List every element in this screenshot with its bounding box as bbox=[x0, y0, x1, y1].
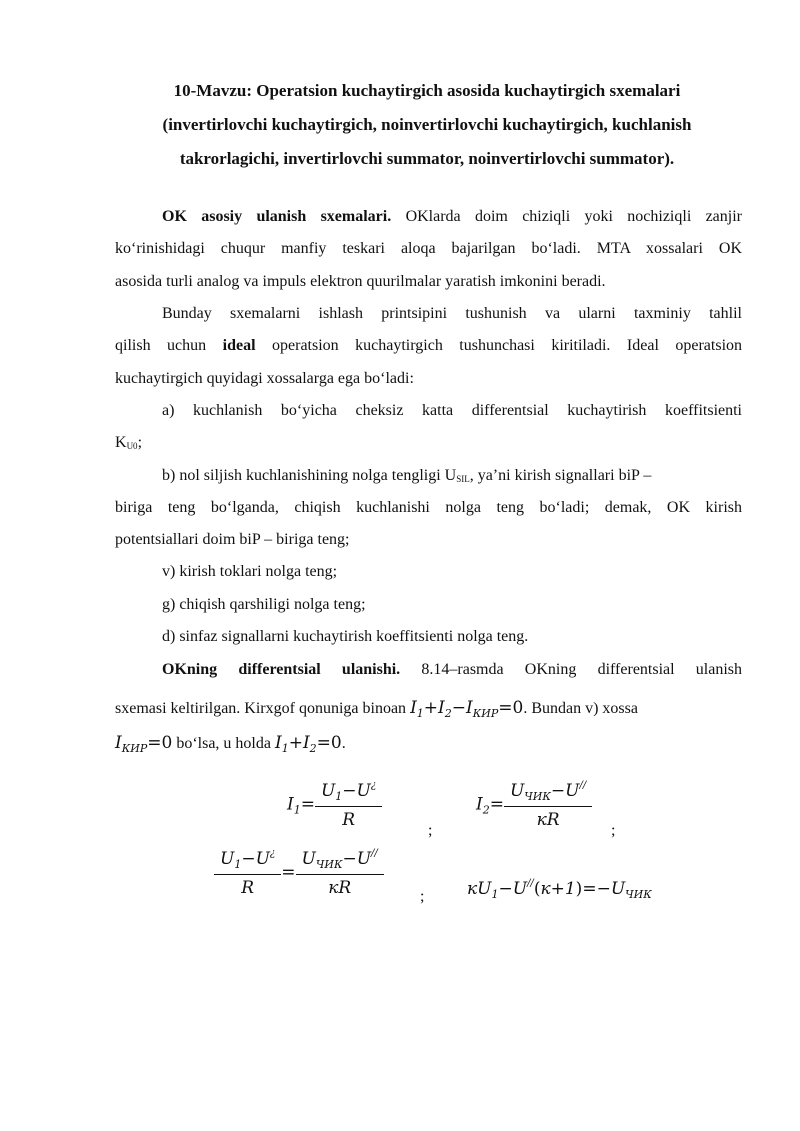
section-heading: OKning differentsial ulanishi. bbox=[162, 661, 401, 678]
text-run: bo‘lsa, u holda bbox=[176, 735, 271, 752]
equation-result: $кU_1-U^{//}(к+1)=-U_{ЧИК}$ bbox=[467, 878, 652, 901]
text-run: sxemasi keltirilgan. Kirxgof qonuniga binoan bbox=[115, 700, 407, 717]
list-item-a-cont bbox=[115, 427, 742, 459]
paragraph-line: asosida turli analog va impuls elektron quurilmalar yaratish imkonini beradi. bbox=[115, 272, 606, 290]
text-run: OKlarda doim chiziqli yoki nochiziqli zanjir bbox=[405, 208, 743, 225]
paragraph-line: kuchaytirgich quyidagi xossalarga ega bo‘ladi: bbox=[115, 369, 414, 387]
title-line-3: takrorlagichi, invertirlovchi summator, noinvertirlovchi summator). bbox=[179, 149, 675, 168]
paragraph-line bbox=[115, 330, 742, 362]
equation-equality: $\frac{U_1-U^¿}{R}$ = $\frac{U_{ЧИК}-U^{//}}{кR}$ bbox=[214, 848, 384, 898]
equation-i1: $I_1=$ $\frac{U_1-U^¿}{R}$ bbox=[287, 780, 382, 830]
paragraph-line: Bunday sxemalarni ishlash printsipini tushunish va ularni taxminiy tahlil bbox=[162, 305, 742, 322]
fraction: $\frac{U_1-U^¿}{R}$ bbox=[214, 848, 281, 898]
paragraph-line: ko‘rinishidagi chuqur manfiy teskari aloqa bajarilgan bo‘ladi. MTA xossalari OK bbox=[115, 240, 742, 258]
paragraph-line bbox=[115, 692, 742, 724]
paragraph-differential bbox=[115, 654, 742, 686]
current-sum-equation: $I_1+I_2=0$ bbox=[274, 733, 342, 755]
text-run: 8.14–rasmda OKning differentsial ulanish bbox=[421, 661, 743, 678]
section-heading: OK asosiy ulanish sxemalari. bbox=[162, 208, 392, 225]
paragraph-ideal-opamp bbox=[115, 298, 742, 395]
list-item-b-cont: potentsiallari doim biP – biriga teng; bbox=[115, 531, 350, 549]
input-current-equation: $I_{КИР}=0$ bbox=[115, 733, 173, 755]
list-item-g: g) chiqish qarshiligi nolga teng; bbox=[162, 595, 366, 613]
kirchhoff-equation: $I_1+I_2-I_{КИР}=0$ bbox=[410, 698, 524, 720]
emphasis-ideal: ideal bbox=[222, 337, 256, 355]
subscript: SIL bbox=[456, 473, 470, 484]
text-run: , ya’ni kirish signallari biP – bbox=[469, 466, 652, 484]
subscript: U0 bbox=[126, 441, 138, 452]
paragraph-line-kirchhoff bbox=[115, 692, 742, 726]
semicolon: ; bbox=[420, 888, 425, 905]
equation-i2: $I_2=$ $\frac{U_{ЧИК}-U^{//}}{кR}$ bbox=[476, 780, 592, 830]
paragraph-line bbox=[115, 201, 742, 233]
paragraph-basic-schemes bbox=[115, 201, 742, 298]
properties-list bbox=[115, 395, 742, 653]
fraction: $\frac{U_1-U^¿}{R}$ bbox=[315, 780, 382, 830]
text-run: K bbox=[115, 434, 127, 452]
page-title bbox=[112, 74, 742, 176]
title-line-2: (invertirlovchi kuchaytirgich, noinvertirlovchi kuchaytirgich, kuchlanish bbox=[162, 115, 692, 134]
text-run: ; bbox=[137, 434, 143, 452]
list-item-a: a) kuchlanish bo‘yicha cheksiz katta differentsial kuchaytirish koeffitsienti bbox=[162, 402, 742, 419]
fraction: $\frac{U_{ЧИК}-U^{//}}{кR}$ bbox=[296, 848, 384, 898]
text-run: . bbox=[341, 735, 346, 752]
list-item-d: d) sinfaz signallarni kuchaytirish koeffitsienti nolga teng. bbox=[162, 628, 529, 646]
paragraph-line bbox=[115, 654, 742, 686]
text-run: . Bundan v) xossa bbox=[523, 700, 638, 717]
text-run: b) nol siljish kuchlanishining nolga tengligi U bbox=[162, 466, 457, 484]
text-run: qilish uchun bbox=[115, 337, 207, 355]
paragraph-line-condition bbox=[115, 727, 742, 761]
text-run: operatsion kuchaytirgich tushunchasi kiritiladi. Ideal operatsion bbox=[272, 337, 743, 355]
list-item-b bbox=[115, 460, 742, 492]
paragraph-line bbox=[115, 727, 742, 759]
semicolon: ; bbox=[428, 822, 433, 839]
title-line-1: 10-Mavzu: Operatsion kuchaytirgich asosida kuchaytirgich sxemalari bbox=[173, 81, 681, 100]
list-item-v: v) kirish toklari nolga teng; bbox=[162, 563, 338, 581]
fraction: $\frac{U_{ЧИК}-U^{//}}{кR}$ bbox=[504, 780, 592, 830]
list-item-b-cont: biriga teng bo‘lganda, chiqish kuchlanishi nolga teng bo‘ladi; demak, OK kirish bbox=[115, 498, 742, 516]
semicolon: ; bbox=[611, 822, 616, 839]
